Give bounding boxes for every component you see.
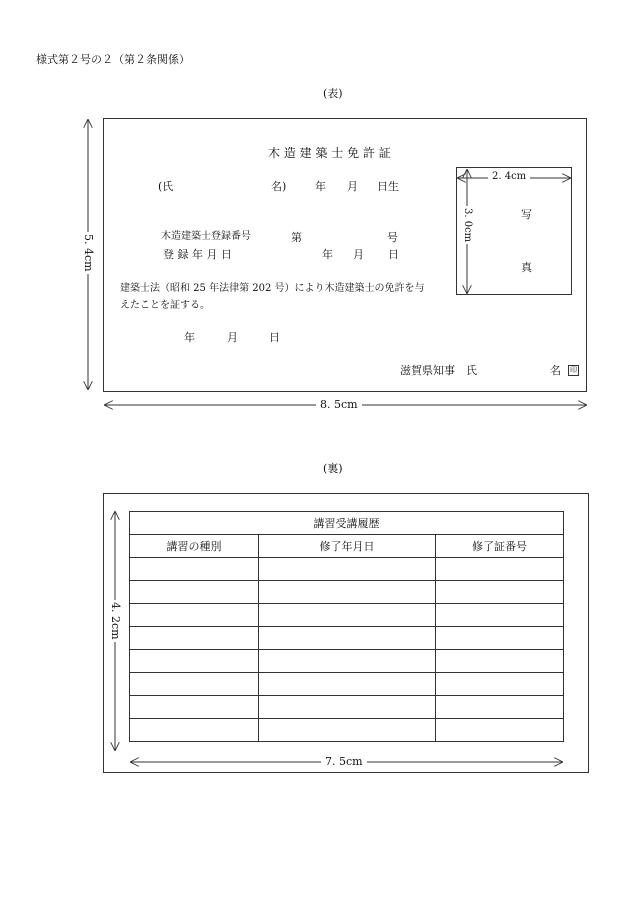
table-cell (259, 719, 436, 742)
table-height-label: 4. 2cm (109, 602, 122, 640)
table-cell (259, 696, 436, 719)
form-number: 様式第２号の２（第２条関係） (36, 53, 190, 66)
table-cell (130, 558, 259, 581)
birth-day: 日生 (377, 180, 399, 193)
table-row (130, 719, 564, 742)
table-cell (130, 627, 259, 650)
table-cell (259, 673, 436, 696)
registration-day: 日 (388, 248, 399, 261)
table-cell (436, 581, 564, 604)
back-label: (裏) (323, 462, 343, 475)
photo-box (456, 167, 572, 295)
license-title: 木 造 建 築 士 免 許 証 (268, 146, 391, 160)
table-cell (259, 581, 436, 604)
front-label: (表) (323, 87, 343, 100)
issue-month: 月 (227, 331, 238, 344)
table-cell (436, 627, 564, 650)
table-row (130, 581, 564, 604)
certification-line-2: えたことを証する。 (120, 300, 210, 311)
birth-year: 年 (315, 180, 326, 193)
table-cell (130, 673, 259, 696)
name-open: (氏 (158, 180, 174, 193)
table-row (130, 696, 564, 719)
table-cell (436, 673, 564, 696)
table-cell (130, 581, 259, 604)
seal-box: 印 (570, 366, 577, 374)
column-header-completion-date: 修了年月日 (259, 535, 436, 558)
card-width-label: 8. 5cm (316, 399, 362, 410)
registration-number-dai: 第 (291, 231, 302, 244)
name-close: 名) (271, 180, 287, 193)
table-cell (436, 696, 564, 719)
table-cell (259, 604, 436, 627)
table-width-label: 7. 5cm (321, 756, 367, 767)
table-cell (259, 627, 436, 650)
issue-day: 日 (269, 331, 280, 344)
table-cell (130, 604, 259, 627)
column-header-course-type: 講習の種別 (130, 535, 259, 558)
table-cell (130, 696, 259, 719)
table-cell (259, 650, 436, 673)
registration-number-go: 号 (387, 231, 398, 244)
table-row (130, 558, 564, 581)
registration-number-label: 木造建築士登録番号 (161, 231, 251, 242)
table-cell (436, 604, 564, 627)
registration-month: 月 (353, 248, 364, 261)
table-cell (436, 558, 564, 581)
certification-line-1: 建築士法（昭和 25 年法律第 202 号）により木造建築士の免許を与 (120, 283, 425, 294)
table-cell (130, 719, 259, 742)
issuer-mei: 名 (550, 364, 561, 377)
table-row (130, 627, 564, 650)
table-cell (436, 719, 564, 742)
issue-year: 年 (184, 331, 195, 344)
course-history-table (129, 511, 564, 742)
issuer-label: 滋賀県知事 氏 (400, 364, 477, 377)
photo-width-label: 2. 4cm (488, 172, 530, 182)
course-history-title: 講習受講履歴 (130, 512, 564, 535)
birth-month: 月 (347, 180, 358, 193)
photo-char-1: 写 (521, 208, 532, 221)
table-cell (130, 650, 259, 673)
column-header-certificate-number: 修了証番号 (436, 535, 564, 558)
registration-date-label: 登 録 年 月 日 (163, 248, 232, 261)
photo-char-2: 真 (521, 261, 532, 274)
card-height-label: 5. 4cm (82, 234, 95, 272)
table-row (130, 650, 564, 673)
table-cell (259, 558, 436, 581)
table-cell (436, 650, 564, 673)
table-row (130, 604, 564, 627)
registration-year: 年 (322, 248, 333, 261)
photo-height-label: 3. 0cm (462, 208, 473, 243)
table-row (130, 673, 564, 696)
